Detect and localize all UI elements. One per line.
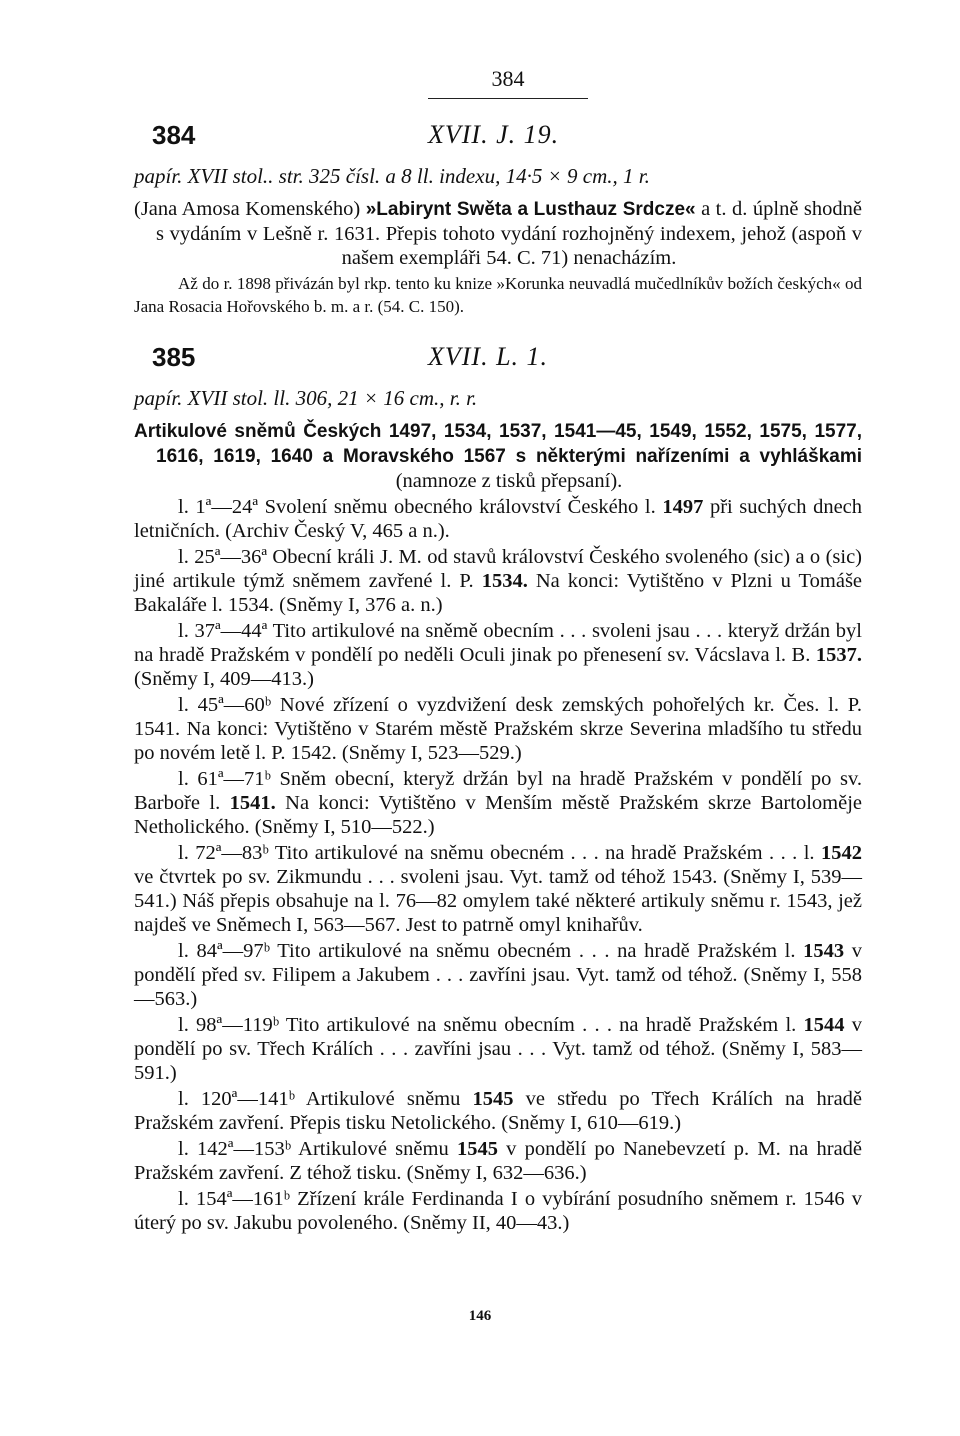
- item-year: 1545: [472, 1088, 514, 1110]
- item-year: 1545: [456, 1138, 498, 1160]
- folio-item: [134, 495, 862, 543]
- item-year: 1537.: [815, 644, 863, 666]
- entry-description: papír. XVII stol. ll. 306, 21 × 16 cm., r. r.: [134, 386, 478, 410]
- item-year: 1541.: [229, 792, 276, 814]
- item-year: 1497: [662, 496, 704, 518]
- item-text: Tito artikulové na sněmu obecném . . . na hradě Pražském . . . l.: [274, 842, 815, 864]
- item-year: 1544: [803, 1014, 845, 1036]
- item-text-cont: při suchých dnech letničních. (Archiv Český V, 465 a n.).: [134, 496, 863, 542]
- folio-range: l. 25ª—36ª: [178, 546, 268, 568]
- item-year: 1543: [803, 940, 845, 962]
- entry-header: [122, 118, 862, 158]
- entry-description: papír. XVII stol.. str. 325 čísl. a 8 ll. indexu, 14·5 × 9 cm., 1 r.: [134, 164, 650, 188]
- item-text: Tito artikulové na sněmu obecním . . . na hradě Pražském l.: [285, 1014, 797, 1036]
- folio-item: [134, 1187, 862, 1235]
- folio-item: [134, 693, 862, 765]
- title-prefix: (Jana Amosa Komenského): [134, 198, 361, 220]
- folio-range: l. 37ª—44ª: [178, 620, 268, 642]
- item-text-cont: ve středu po Třech Králích na hradě Pražském zavření. Přepis tisku Netolického. (Sněmy I, 610—619.): [134, 1088, 863, 1134]
- item-text-cont: v pondělí po Nanebevzetí p. M. na hradě Pražském zavření. Z téhož tisku. (Sněmy I, 632—636.): [134, 1138, 863, 1184]
- item-text-cont: v pondělí po sv. Třech Králích . . . zavříni jsau . . . Vyt. tamž od téhož. (Sněmy I, 583—591.): [134, 1014, 862, 1084]
- item-year: 1542: [821, 842, 863, 864]
- folio-range: l. 98ª—119ᵇ: [178, 1014, 280, 1036]
- item-text: Tito artikulové na sněmě obecním . . . svoleni jsau . . . kteryž držán byl na hradě Pražském v pondělí po neděli Oculi jinak po přenesení sv. Vácslava l. B.: [134, 620, 862, 666]
- folio-range: l. 154ª—161ᵇ: [178, 1188, 290, 1210]
- folio-item: [134, 939, 862, 1011]
- folio-range: l. 61ª—71ᵇ: [178, 768, 271, 790]
- folio-item: [134, 1137, 862, 1185]
- folio-range: l. 45ª—60ᵇ: [178, 694, 272, 716]
- folio-item: [134, 545, 862, 617]
- item-text: Artikulové sněmu: [298, 1138, 449, 1160]
- folio-range: l. 1ª—24ª: [178, 496, 258, 518]
- entry-title: [134, 197, 862, 270]
- entry-signature: XVII. J. 19.: [428, 120, 560, 149]
- entry-title: [134, 419, 862, 493]
- entry-number: 385: [152, 342, 196, 372]
- page-number: 146: [468, 1308, 492, 1324]
- entry-header: [122, 340, 862, 380]
- page-content: [122, 118, 862, 1237]
- title-rest: (namnoze z tisků přepsaní).: [395, 470, 623, 492]
- item-text-cont: Na konci: Vytištěno v Plzni u Tomáše Bakaláře l. 1534. (Sněmy I, 376 a. n.): [134, 570, 863, 616]
- folio-range: l. 72ª—83ᵇ: [178, 842, 269, 864]
- item-year: 1534.: [481, 570, 528, 592]
- folio-range: l. 84ª—97ᵇ: [178, 940, 270, 962]
- item-text-cont: ve čtvrtek po sv. Zikmundu . . . svoleni jsau. Vyt. tamž od téhož 1543. (Sněmy I, 539—541.) Náš přepis obsahuje na l. 76—82 omylem také některé artikuly sněmu r. 1543, jež najdeš ve Sněmech I, 563—567. Jest to patrně omyl knihařův.: [134, 866, 862, 936]
- item-text: Nové zřízení o vyzdvižení desk zemských pohořelých kr. Čes. l. P. 1541. Na konci: Vytištěno v Starém městě Pražském skrze Severina mladšího tu středu po novém letě l. P. 1542. (Sněmy I, 523—529.): [134, 694, 862, 764]
- folio-item: [134, 1087, 862, 1135]
- folio-item: [134, 1013, 862, 1085]
- folio-list: [122, 495, 862, 1235]
- folio-range: l. 120ª—141ᵇ: [178, 1088, 295, 1110]
- folio-range: l. 142ª—153ᵇ: [178, 1138, 292, 1160]
- item-text: Artikulové sněmu: [305, 1088, 461, 1110]
- item-text: Zřízení krále Ferdinanda I o vybírání posudního sněmem r. 1546 v úterý po sv. Jakubu povoleného. (Sněmy II, 40—43.): [134, 1188, 863, 1234]
- entry-signature: XVII. L. 1.: [428, 342, 549, 371]
- folio-item: [134, 767, 862, 839]
- title-rest: a t. d. úplně shodně s vydáním v Lešně r. 1631. Přepis tohoto vydání rozhojněný indexem, jehož (aspoň v našem exempláři 54. C. 71) nenacházím.: [156, 198, 862, 269]
- title-bold: »Labirynt Swěta a Lusthauz Srdcze«: [365, 199, 696, 220]
- folio-item: [134, 841, 862, 937]
- item-text-cont: Na konci: Vytištěno v Menším městě Pražském skrze Bartoloměje Netholického. (Sněmy I, 510—522.): [134, 792, 862, 838]
- title-bold: Artikulové sněmů Českých 1497, 1534, 1537, 1541—45, 1549, 1552, 1575, 1577, 1616, 1619, 1640 a Moravského 1567 s některými nařízeními a vyhláškami: [134, 421, 862, 467]
- entry-number: 384: [152, 120, 196, 150]
- item-text: Svolení sněmu obecného království Českého l.: [264, 496, 656, 518]
- item-text-cont: (Sněmy I, 409—413.): [134, 668, 314, 690]
- item-text-cont: v pondělí před sv. Filipem a Jakubem . . . zavříni jsau. Vyt. tamž od téhož. (Sněmy I, 558—563.): [134, 940, 863, 1010]
- folio-item: [134, 619, 862, 691]
- item-text: Obecní králi J. M. od stavů království Českého svoleného (sic) a o (sic) jiné artikule týmž sněmem zavřené l. P.: [134, 546, 862, 592]
- item-text: Tito artikulové na sněmu obecném . . . na hradě Pražském l.: [277, 940, 796, 962]
- entry-note: Až do r. 1898 přivázán byl rkp. tento ku knize »Korunka neuvadlá mučedlníkův božích českých« od Jana Rosacia Hořovského b. m. a r. (54. C. 150).: [134, 274, 862, 316]
- running-head: 384: [428, 66, 588, 99]
- item-text: Sněm obecní, kteryž držán byl na hradě Pražském v pondělí po sv. Barboře l.: [134, 768, 863, 814]
